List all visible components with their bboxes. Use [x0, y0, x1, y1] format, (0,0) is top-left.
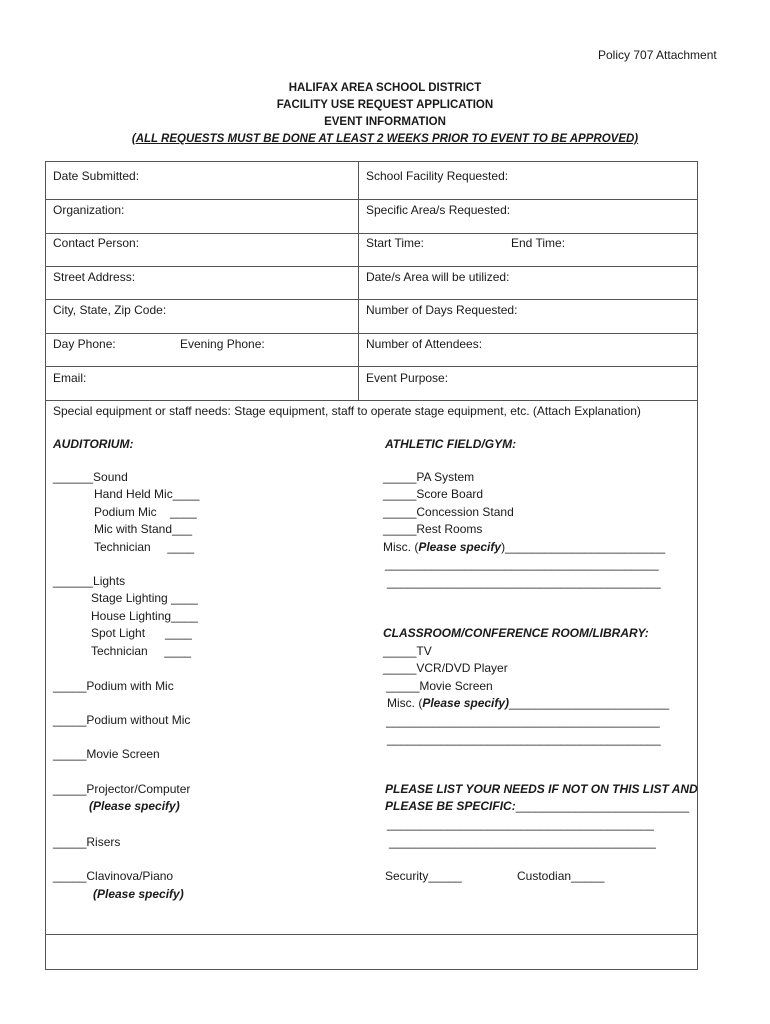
organization-label: Organization: [53, 203, 125, 217]
movie-screen-item: _____Movie Screen [53, 747, 160, 761]
classroom-movie-screen-item: _____Movie Screen [386, 679, 493, 693]
days-requested-label: Number of Days Requested: [366, 303, 518, 317]
house-lighting-item: House Lighting____ [91, 609, 198, 623]
pa-system-item: _____PA System [383, 470, 475, 484]
needs-blank-line: ________________________________________ [387, 817, 654, 831]
evening-phone-label: Evening Phone: [180, 337, 265, 351]
attendees-label: Number of Attendees: [366, 337, 483, 351]
custodian-item: Custodian_____ [517, 869, 605, 883]
athletic-heading: ATHLETIC FIELD/GYM: [385, 437, 517, 451]
podium-with-mic-item: _____Podium with Mic [53, 679, 174, 693]
city-state-zip-label: City, State, Zip Code: [53, 303, 167, 317]
auditorium-heading: AUDITORIUM: [53, 437, 134, 451]
needs-blank-line: ________________________________________ [389, 835, 656, 849]
event-purpose-label: Event Purpose: [366, 371, 449, 385]
security-item: Security_____ [385, 869, 462, 883]
vcr-dvd-item: _____VCR/DVD Player [383, 661, 508, 675]
policy-note: Policy 707 Attachment [598, 48, 717, 62]
projector-item: _____Projector/Computer [53, 782, 191, 796]
approval-notice: (ALL REQUESTS MUST BE DONE AT LEAST 2 WEEKS PRIOR TO EVENT TO BE APPROVED) [131, 133, 639, 145]
classroom-heading: CLASSROOM/CONFERENCE ROOM/LIBRARY: [383, 626, 649, 640]
podium-without-mic-item: _____Podium without Mic [53, 713, 191, 727]
lights-technician-item: Technician ____ [91, 644, 192, 658]
tv-item: _____TV [383, 644, 432, 658]
mic-with-stand-item: Mic with Stand___ [94, 522, 193, 536]
email-label: Email: [53, 371, 87, 385]
special-needs-text: Special equipment or staff needs: Stage equipment, staff to operate stage equipment, etc. (Attach Explanation) [53, 404, 641, 418]
stage-lighting-item: Stage Lighting ____ [91, 591, 198, 605]
hand-held-mic-item: Hand Held Mic____ [94, 487, 200, 501]
athletic-blank-line: _________________________________________ [385, 557, 659, 571]
sound-technician-item: Technician ____ [94, 540, 195, 554]
dates-utilized-label: Date/s Area will be utilized: [366, 270, 510, 284]
score-board-item: _____Score Board [383, 487, 484, 501]
spot-light-item: Spot Light ____ [91, 626, 192, 640]
day-phone-label: Day Phone: [53, 337, 116, 351]
classroom-blank-line: _________________________________________ [386, 714, 660, 728]
rest-rooms-item: _____Rest Rooms [383, 522, 483, 536]
district-title: HALIFAX AREA SCHOOL DISTRICT [288, 82, 482, 94]
podium-mic-item: Podium Mic ____ [94, 505, 197, 519]
end-time-label: End Time: [511, 236, 566, 250]
classroom-misc: Misc. (Please specify)________________________ [387, 696, 670, 710]
date-submitted-label: Date Submitted: [53, 169, 140, 183]
concession-item: _____Concession Stand [383, 505, 514, 519]
specific-area-label: Specific Area/s Requested: [366, 203, 511, 217]
clavinova-item: _____Clavinova/Piano [53, 869, 174, 883]
section-title: EVENT INFORMATION [324, 116, 446, 128]
school-facility-label: School Facility Requested: [366, 169, 509, 183]
needs-instruction: PLEASE LIST YOUR NEEDS IF NOT ON THIS LIST AND [385, 782, 698, 796]
lights-item: ______Lights [53, 574, 126, 588]
sound-item: ______Sound [53, 470, 128, 484]
form-title: FACILITY USE REQUEST APPLICATION [276, 99, 494, 111]
needs-instruction-line: PLEASE BE SPECIFIC:__________________________ [385, 799, 690, 813]
projector-specify: (Please specify) [89, 799, 180, 813]
risers-item: _____Risers [53, 835, 121, 849]
start-time-label: Start Time: [366, 236, 425, 250]
street-address-label: Street Address: [53, 270, 136, 284]
contact-person-label: Contact Person: [53, 236, 140, 250]
athletic-blank-line: _________________________________________ [387, 575, 661, 589]
classroom-blank-line: _________________________________________ [387, 732, 661, 746]
athletic-misc: Misc. (Please specify)________________________ [383, 540, 666, 554]
clavinova-specify: (Please specify) [93, 887, 184, 901]
